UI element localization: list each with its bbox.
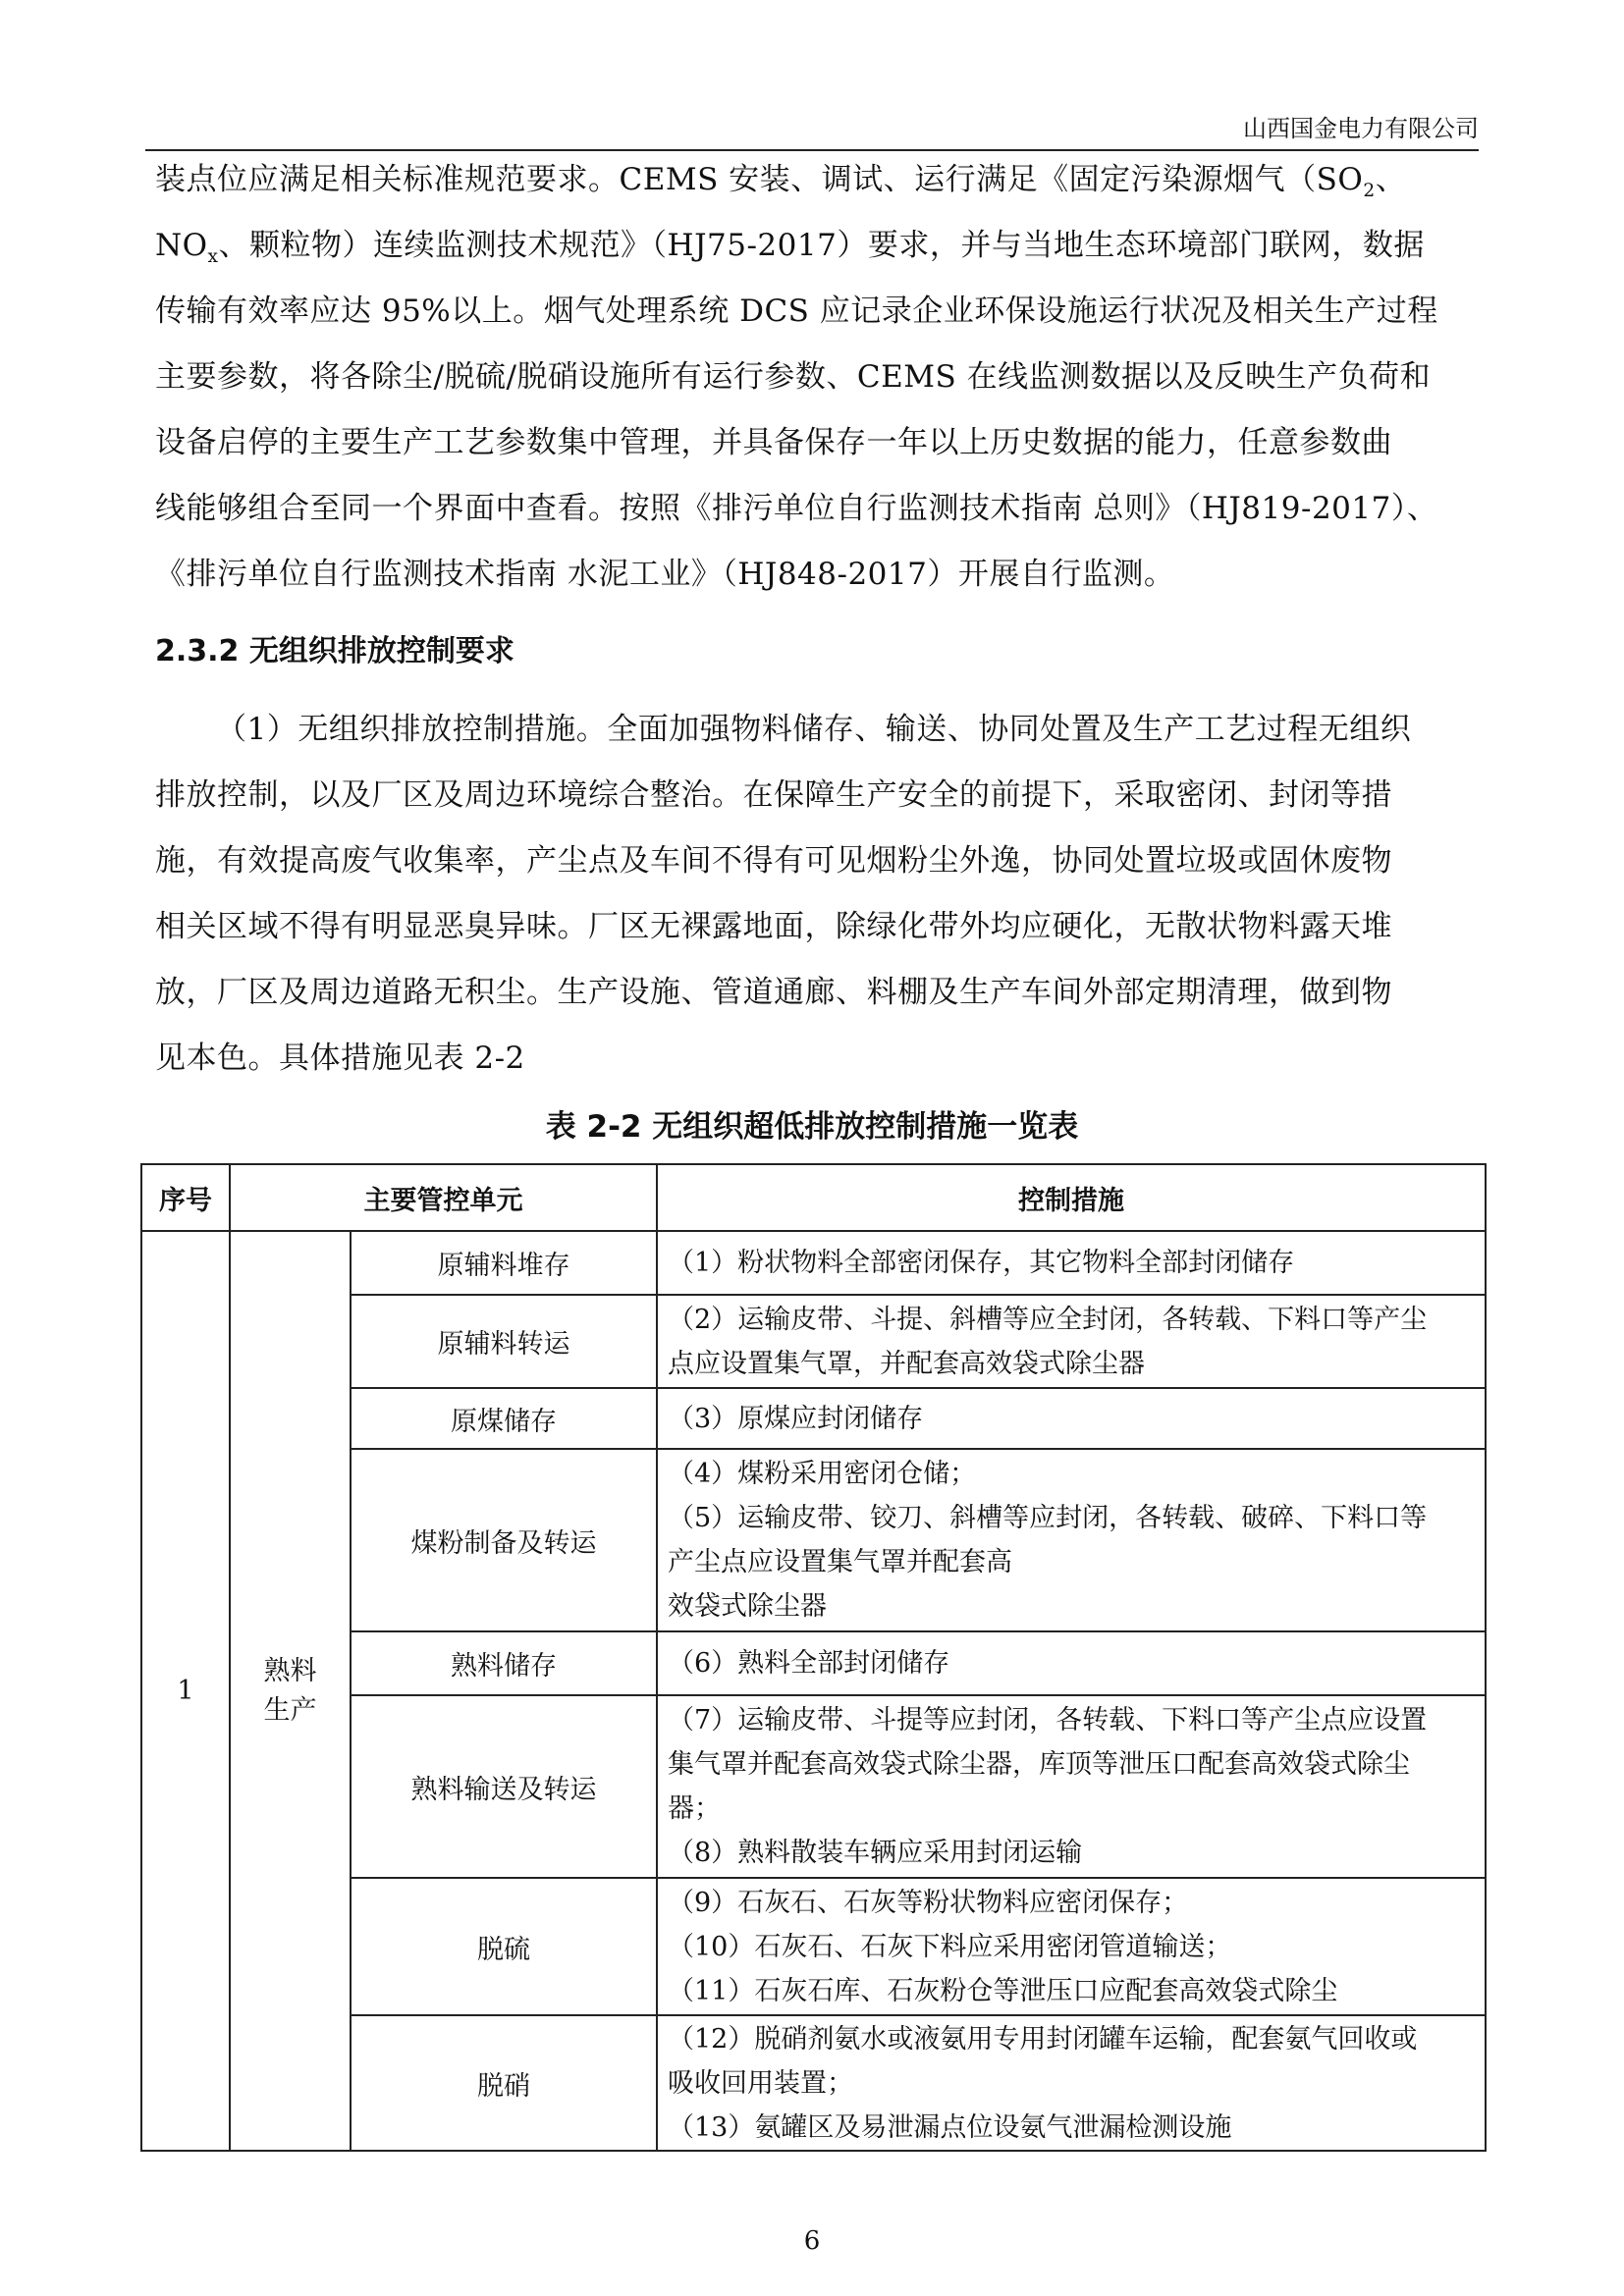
table-header-row (141, 1164, 1486, 1231)
group-name-cell (230, 1231, 351, 2151)
intro-line-7: 《排污单位自行监测技术指南 水泥工业》（HJ848-2017）开展自行监测。 (155, 557, 1175, 592)
control-line-2: 排放控制，以及厂区及周边环境综合整治。在保障生产安全的前提下，采取密闭、封闭等措 (155, 777, 1392, 813)
measure-cell (657, 1231, 1486, 1295)
unit-cell: 脱硫 (351, 1878, 657, 2015)
unit-cell: 原辅料转运 (351, 1295, 657, 1388)
intro-paragraph (155, 147, 1479, 608)
measure-line: （8）熟料散装车辆应采用封闭运输 (668, 1838, 1083, 1868)
measure-cell (657, 1388, 1486, 1449)
control-line-6: 见本色。具体措施见表 2-2 (155, 1041, 525, 1076)
intro-line-5: 设备启停的主要生产工艺参数集中管理，并具备保存一年以上历史数据的能力，任意参数曲 (155, 425, 1392, 460)
control-line-4: 相关区域不得有明显恶臭异味。厂区无裸露地面，除绿化带外均应硬化，无散状物料露天堆 (155, 909, 1392, 944)
intro-line-4: 主要参数，将各除尘/脱硫/脱硝设施所有运行参数、CEMS 在线监测数据以及反映生产负荷和 (155, 359, 1432, 395)
unit-cell: 煤粉制备及转运 (351, 1449, 657, 1631)
measure-line: 点应设置集气罩，并配套高效袋式除尘器 (668, 1348, 1145, 1379)
measure-line: （13）氨罐区及易泄漏点位设氨气泄漏检测设施 (668, 2111, 1232, 2143)
control-line-3: 施，有效提高废气收集率，产尘点及车间不得有可见烟粉尘外逸，协同处置垃圾或固休废物 (155, 843, 1392, 879)
measure-line: （1）粉状物料全部密闭保存，其它物料全部封闭储存 (668, 1248, 1295, 1278)
intro-line-1: 装点位应满足相关标准规范要求。CEMS 安装、调试、运行满足《固定污染源烟气（$SO_2$、 (155, 162, 1407, 202)
control-line-1: （1）无组织排放控制措施。全面加强物料储存、输送、协同处置及生产工艺过程无组织 (216, 712, 1412, 747)
header-measures: 控制措施 (657, 1164, 1486, 1231)
measure-cell (657, 1449, 1486, 1631)
measure-line: 集气罩并配套高效袋式除尘器，库顶等泄压口配套高效袋式除尘 (668, 1749, 1410, 1780)
intro-line-6: 线能够组合至同一个界面中查看。按照《排污单位自行监测技术指南 总则》（HJ819-2017）、 (155, 491, 1438, 526)
intro-line-2: $NO_x$、颗粒物）连续监测技术规范》（HJ75-2017）要求，并与当地生态环境部门联网，数据 (155, 228, 1425, 268)
control-paragraph (155, 697, 1479, 1092)
table-row (141, 1231, 1486, 1295)
measure-line: 产尘点应设置集气罩并配套高 (668, 1547, 1012, 1577)
measure-line: 效袋式除尘器 (668, 1591, 827, 1622)
control-measures-table (140, 1163, 1487, 2152)
unit-cell: 熟料输送及转运 (351, 1695, 657, 1878)
measure-line: （3）原煤应封闭储存 (668, 1403, 924, 1434)
measure-cell (657, 1631, 1486, 1695)
unit-cell: 熟料储存 (351, 1631, 657, 1695)
unit-cell: 原辅料堆存 (351, 1231, 657, 1295)
measure-cell (657, 1695, 1486, 1878)
group-index-cell: 1 (141, 1231, 230, 2151)
measure-line: （9）石灰石、石灰等粉状物料应密闭保存； (668, 1887, 1189, 1918)
measure-line: （7）运输皮带、斗提等应封闭，各转载、下料口等产尘点应设置 (668, 1705, 1428, 1735)
page-number: 6 (803, 2226, 821, 2256)
measure-cell (657, 1295, 1486, 1388)
measure-cell (657, 1878, 1486, 2015)
control-line-5: 放，厂区及周边道路无积尘。生产设施、管道通廊、料棚及生产车间外部定期清理，做到物 (155, 975, 1392, 1010)
measure-line: （12）脱硝剂氨水或液氨用专用封闭罐车运输，配套氨气回收或 (668, 2023, 1418, 2055)
measure-line: （2）运输皮带、斗提、斜槽等应全封闭，各转载、下料口等产尘 (668, 1304, 1428, 1335)
measure-line: （6）熟料全部封闭储存 (668, 1648, 950, 1679)
group-name-line-2: 生产 (263, 1694, 317, 1726)
measure-line: 器； (668, 1793, 721, 1824)
measure-line: （11）石灰石库、石灰粉仓等泄压口应配套高效袋式除尘 (668, 1975, 1338, 2006)
header-company: 山西国金电力有限公司 (1243, 115, 1479, 142)
measure-line: （5）运输皮带、铰刀、斜槽等应封闭，各转载、破碎、下料口等 (668, 1503, 1428, 1533)
section-heading: 2.3.2 无组织排放控制要求 (155, 634, 514, 668)
measure-line: （4）煤粉采用密闭仓储； (668, 1459, 977, 1489)
header-index: 序号 (141, 1164, 230, 1231)
measure-cell (657, 2015, 1486, 2151)
group-name-line-1: 熟料 (263, 1655, 317, 1686)
measure-line: 吸收回用装置； (668, 2067, 853, 2099)
header-unit: 主要管控单元 (230, 1164, 657, 1231)
unit-cell: 脱硝 (351, 2015, 657, 2151)
table-caption: 表 2-2 无组织超低排放控制措施一览表 (545, 1109, 1079, 1145)
unit-cell: 原煤储存 (351, 1388, 657, 1449)
intro-line-3: 传输有效率应达 95%以上。烟气处理系统 DCS 应记录企业环保设施运行状况及相关生产过程 (155, 294, 1438, 329)
measure-line: （10）石灰石、石灰下料应采用密闭管道输送； (668, 1931, 1232, 1962)
